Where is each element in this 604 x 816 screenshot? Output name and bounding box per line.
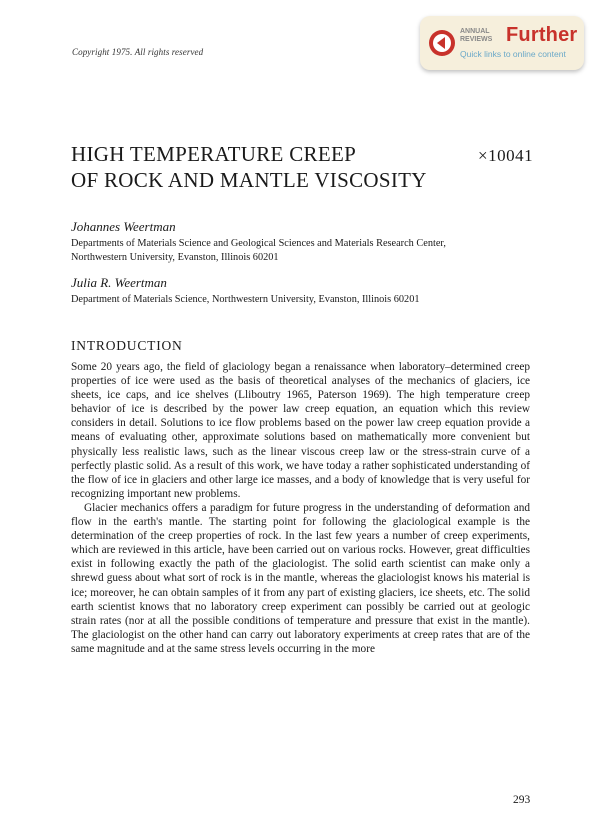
copyright-notice: Copyright 1975. All rights reserved xyxy=(72,47,204,57)
quick-links-link[interactable]: Quick links to online content xyxy=(460,49,566,59)
annual-reviews-logo-text: ANNUAL REVIEWS xyxy=(460,28,493,43)
arrow-left-icon xyxy=(428,29,456,57)
further-reviews-banner[interactable] xyxy=(420,16,584,70)
paragraph-2: Glacier mechanics offers a paradigm for future progress in the understanding of deformation and flow in the earth's mantle. The starting point for following the glaciological example is the determination of the creep properties of rock. In the last few years a number of creep experiments, which are reviewed in this article, have been carried out on various rocks. However, great difficulties exist in following exactly the path of the glaciologist. The solid earth scientist can make only a shrewd guess about what sort of rock is in the mantle, whereas the glaciologist knows his material is ice; moreover, he can obtain samples of it from any part of existing glaciers, ice sheets, etc. The solid earth scientist knows that no laboratory creep experiment can possibly be carried out at geologic strain rates (nor at all the possible conditions of temperature and pressure that exist in the mantle). The glaciologist on the other hand can carry out laboratory experiments at creep rates that are of the same magnitude and at the same stress levels occurring in the more xyxy=(71,501,530,655)
title-line-2: OF ROCK AND MANTLE VISCOSITY xyxy=(71,168,427,192)
article-title xyxy=(71,141,427,193)
title-line-1: HIGH TEMPERATURE CREEP xyxy=(71,142,357,166)
author-affiliation-1: Departments of Materials Science and Geological Sciences and Materials Research Center, Northwestern University, Evanston, Illinois 60201 xyxy=(71,238,446,263)
further-label: Further xyxy=(506,24,578,46)
author-name-1: Johannes Weertman xyxy=(71,219,176,234)
section-heading: INTRODUCTION xyxy=(71,338,183,353)
author-name-2: Julia R. Weertman xyxy=(71,275,167,290)
paragraph-1: Some 20 years ago, the field of glaciology began a renaissance when laboratory–determined creep properties of ice were used as the basis of theoretical analyses of the mechanics of glaciers, ice sheets, ice caps, and ice shelves (Lliboutry 1965, Paterson 1969). The high temperature creep behavior of ice is described by the power law creep equation, an equation which this review considers in detail. Solutions to ice flow problems based on the power law creep equation provide a means of evaluating other, approximate solutions based on mathematically more convenient but physically less realistic laws, such as the linear viscous creep law or the stress-strain curve of a perfectly plastic solid. As a result of this work, we have today a rather sophisticated understanding of the flow of ice in glaciers and other large ice masses, and a body of knowledge that is very useful for recognizing important new problems. xyxy=(71,361,530,500)
document-number: ×10041 xyxy=(478,146,534,165)
author-affiliation-2: Department of Materials Science, Northwestern University, Evanston, Illinois 60201 xyxy=(71,294,420,305)
article-body xyxy=(71,360,530,656)
page-number: 293 xyxy=(513,794,531,806)
